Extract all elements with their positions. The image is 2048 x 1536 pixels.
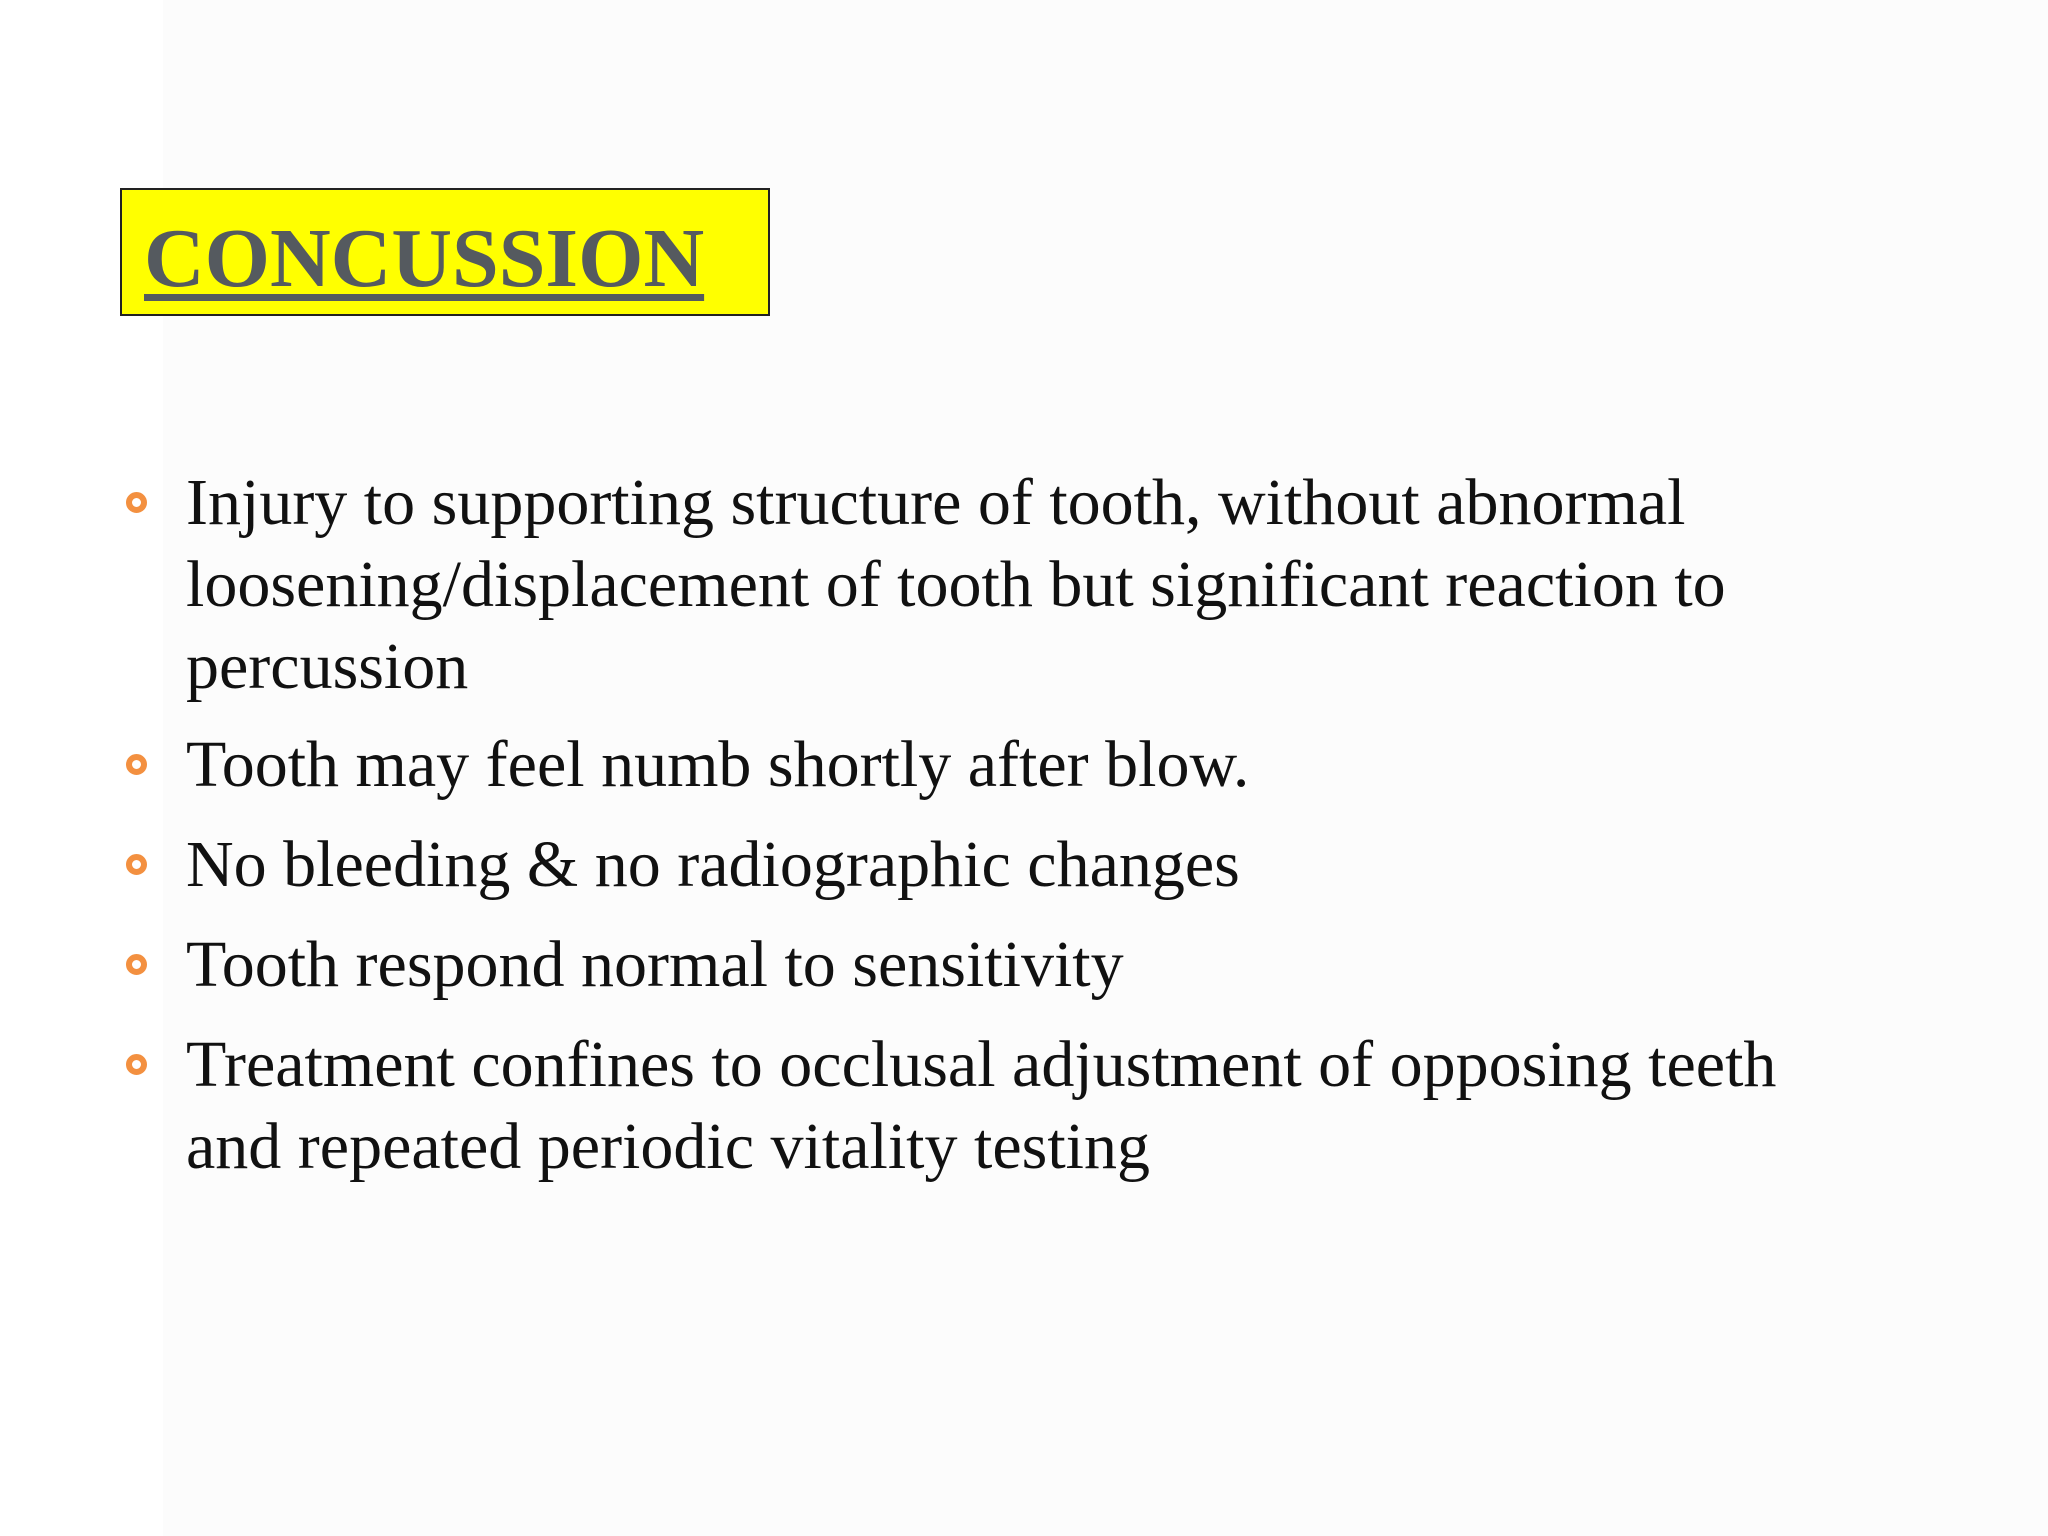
ring-bullet-icon (126, 1054, 147, 1075)
bullet-text: No bleeding & no radiographic changes (186, 828, 1240, 901)
bullet-text: Tooth may feel numb shortly after blow. (186, 728, 1250, 801)
bullet-text: Treatment confines to occlusal adjustment of opposing teeth and repeated periodic vitality testing (186, 1028, 1777, 1183)
ring-bullet-icon (126, 492, 147, 513)
ring-bullet-icon (126, 954, 147, 975)
bullet-text: Tooth respond normal to sensitivity (186, 928, 1124, 1001)
ring-bullet-icon (126, 854, 147, 875)
title-box (120, 188, 770, 316)
ring-bullet-icon (126, 754, 147, 775)
slide-title: CONCUSSION (144, 212, 705, 305)
bullet-text: Injury to supporting structure of tooth, without abnormal loosening/displacement of tooth but significant reaction to percussion (186, 466, 1726, 703)
